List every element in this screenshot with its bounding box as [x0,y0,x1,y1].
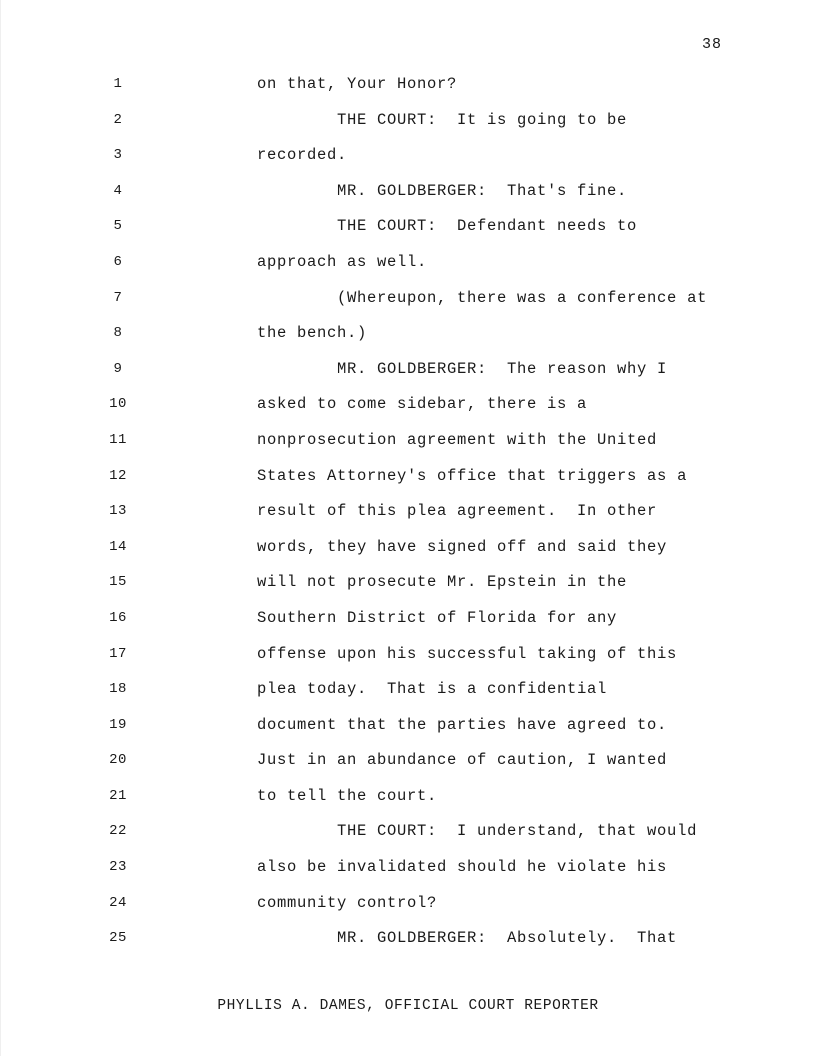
line-number: 11 [109,431,127,448]
line-text: Southern District of Florida for any [257,608,618,627]
transcript-line [0,886,816,922]
line-text: THE COURT: It is going to be [257,110,628,129]
line-text: asked to come sidebar, there is a [257,395,588,414]
line-number: 5 [113,218,123,235]
transcript-line [0,423,816,459]
line-number: 7 [113,289,123,306]
line-number: 6 [113,253,123,270]
transcript-line [0,138,816,174]
line-number: 17 [109,645,127,662]
court-reporter-footer: PHYLLIS A. DAMES, OFFICIAL COURT REPORTER [217,998,599,1014]
line-number: 12 [109,467,127,484]
transcript-line [0,281,816,317]
transcript-line [0,494,816,530]
transcript-line [0,174,816,210]
line-text: on that, Your Honor? [257,75,458,93]
line-text: THE COURT: I understand, that would [257,822,698,841]
line-text: result of this plea agreement. In other [257,502,658,521]
line-number: 4 [113,182,123,199]
line-number: 13 [109,503,127,520]
transcript-line [0,672,816,708]
transcript-line [0,708,816,744]
line-number: 15 [109,574,127,591]
transcript-line [0,530,816,566]
transcript-lines [0,67,816,957]
transcript-line [0,743,816,779]
line-number: 16 [109,609,127,626]
line-text: the bench.) [257,324,368,343]
transcript-line [0,103,816,139]
line-text: nonprosecution agreement with the United [257,430,658,449]
line-text: MR. GOLDBERGER: That's fine. [257,181,628,200]
line-number: 21 [109,787,127,804]
line-text: to tell the court. [257,786,438,805]
transcript-line [0,565,816,601]
line-number: 8 [113,325,123,342]
transcript-line [0,387,816,423]
line-text: community control? [257,893,438,912]
line-text: approach as well. [257,252,428,271]
line-number: 19 [109,716,127,733]
line-text: MR. GOLDBERGER: Absolutely. That [257,929,678,948]
line-text: MR. GOLDBERGER: The reason why I [257,359,668,378]
line-number: 25 [109,930,127,947]
line-number: 10 [109,396,127,413]
line-text: recorded. [257,146,348,165]
line-text: will not prosecute Mr. Epstein in the [257,573,628,592]
transcript-line [0,352,816,388]
transcript-line [0,779,816,815]
line-text: document that the parties have agreed to. [257,715,668,734]
transcript-line [0,921,816,957]
line-text: offense upon his successful taking of this [257,644,678,663]
transcript-line [0,245,816,281]
line-text: (Whereupon, there was a conference at [257,288,708,307]
line-text: also be invalidated should he violate his [257,858,668,877]
page-number: 38 [701,36,722,53]
line-number: 2 [113,111,123,128]
transcript-line [0,601,816,637]
line-number: 14 [109,538,127,555]
line-number: 22 [109,823,127,840]
transcript-line [0,67,816,103]
line-number: 23 [109,859,127,876]
transcript-line [0,209,816,245]
line-text: words, they have signed off and said they [257,537,668,556]
line-number: 9 [113,360,123,377]
line-text: States Attorney's office that triggers as a [257,466,688,485]
transcript-line [0,850,816,886]
line-number: 20 [109,752,127,769]
transcript-line [0,637,816,673]
line-text: Just in an abundance of caution, I wanted [257,751,668,770]
transcript-line [0,814,816,850]
line-text: plea today. That is a confidential [257,680,608,699]
line-number: 3 [113,147,123,164]
transcript-line [0,459,816,495]
transcript-line [0,316,816,352]
line-number: 18 [109,681,127,698]
line-number: 24 [109,894,127,911]
line-text: THE COURT: Defendant needs to [257,217,638,236]
line-number: 1 [113,76,123,92]
